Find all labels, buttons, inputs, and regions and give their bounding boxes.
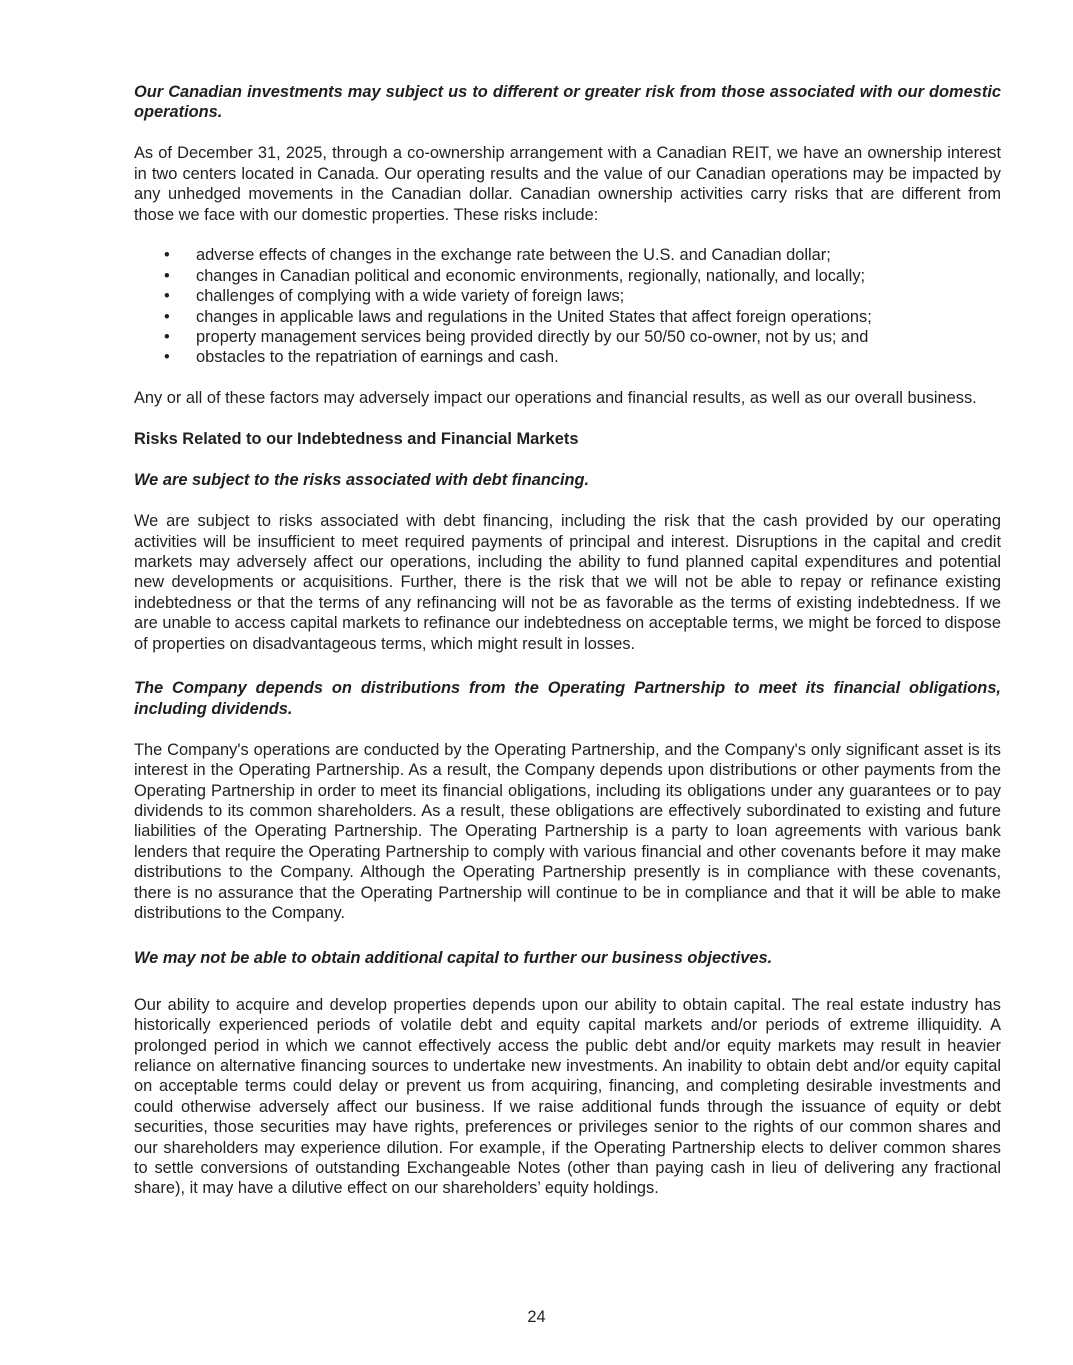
bullet-icon: • — [164, 348, 170, 367]
distributions-heading: The Company depends on distributions from the Operating Partnership to meet its financial obligations, including dividends. — [134, 679, 1001, 718]
distributions-body: The Company's operations are conducted by the Operating Partnership, and the Company's only significant asset is its interest in the Operating Partnership. As a result, the Company depends upon distributions or other payments from the Operating Partnership in order to meet its financial obligations, including its obligations under any guarantees or to pay dividends to its common shareholders. As a result, these obligations are effectively subordinated to existing and future liabilities of the Operating Partnership. The Operating Partnership is a party to loan agreements with various bank lenders that require the Operating Partnership to comply with various financial and other covenants before it may make distributions to the Company. Although the Operating Partnership presently is in compliance with these covenants, there is no assurance that the Operating Partnership will continue to be in compliance and that it will be able to make distributions to the Company. — [134, 740, 1001, 922]
list-item: • challenges of complying with a wide variety of foreign laws; — [164, 287, 625, 306]
bullet-icon: • — [164, 266, 170, 285]
list-item: • property management services being provided directly by our 50/50 co-owner, not by us; and — [164, 328, 869, 347]
bullet-icon: • — [164, 307, 170, 326]
bullet-icon: • — [164, 246, 170, 265]
list-item: • obstacles to the repatriation of earnings and cash. — [164, 348, 559, 367]
list-item: • changes in Canadian political and economic environments, regionally, nationally, and locally; — [164, 266, 866, 285]
document-page — [134, 82, 1001, 1199]
page-number: 24 — [527, 1308, 546, 1326]
list-item: • adverse effects of changes in the exchange rate between the U.S. and Canadian dollar; — [164, 246, 831, 265]
additional-capital-body: Our ability to acquire and develop properties depends upon our ability to obtain capital. The real estate industry has historically experienced periods of volatile debt and equity capital markets and/or periods of extreme illiquidity. A prolonged period in which we cannot effectively access the public debt and/or equity markets may result in heavier reliance on alternative financing sources to undertake new investments. An inability to obtain debt and/or equity capital on acceptable terms could delay or prevent us from acquiring, financing, and completing desirable investments and could otherwise adversely affect our business. If we raise additional funds through the issuance of equity or debt securities, those securities may have rights, preferences or privileges senior to the rights of our common shares and our shareholders may experience dilution. For example, if the Operating Partnership elects to deliver common shares to settle conversions of outstanding Exchangeable Notes (other than paying cash in lieu of delivering any fractional share), it may have a dilutive effect on our shareholders’ equity holdings. — [134, 995, 1001, 1198]
canadian-risk-heading: Our Canadian investments may subject us to different or greater risk from those associated with our domestic operations. — [134, 83, 1001, 122]
debt-financing-body: We are subject to risks associated with debt financing, including the risk that the cash provided by our operating activities will be insufficient to meet required payments of principal and interest. Disruptions in the capital and credit markets may adversely affect our operations, including the ability to fund planned capital expenditures and potential new developments or acquisitions. Further, there is the risk that we will not be able to repay or refinance existing indebtedness or that the terms of any refinancing will not be as favorable as the terms of existing indebtedness. If we are unable to access capital markets to refinance our indebtedness on acceptable terms, we might be forced to dispose of properties on disadvantageous terms, which might result in losses. — [134, 512, 1001, 653]
canadian-risk-closing: Any or all of these factors may adversely impact our operations and financial results, as well as our overall business. — [134, 389, 977, 408]
debt-financing-heading: We are subject to the risks associated with debt financing. — [134, 471, 590, 490]
list-item: • changes in applicable laws and regulations in the United States that affect foreign operations; — [164, 307, 872, 326]
bullet-icon: • — [164, 287, 170, 306]
bullet-icon: • — [164, 328, 170, 347]
canadian-risk-list — [134, 245, 1001, 367]
canadian-risk-intro: As of December 31, 2025, through a co-ownership arrangement with a Canadian REIT, we have an ownership interest in two centers located in Canada. Our operating results and the value of our Canadian operations may be impacted by any unhedged movements in the Canadian dollar. Canadian ownership activities carry risks that are different from those we face with our domestic properties. These risks include: — [134, 144, 1001, 224]
additional-capital-heading: We may not be able to obtain additional capital to further our business objectives. — [134, 948, 773, 967]
section-title: Risks Related to our Indebtedness and Financial Markets — [134, 430, 579, 449]
